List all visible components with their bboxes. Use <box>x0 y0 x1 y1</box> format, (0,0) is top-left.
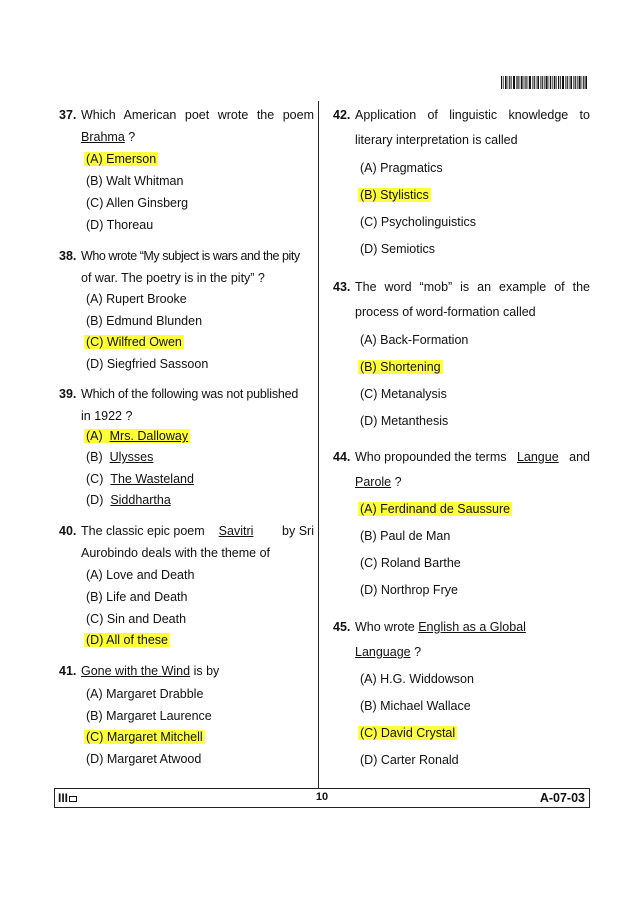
option-b[interactable]: (B) Margaret Laurence <box>86 709 212 723</box>
option-c[interactable]: (C) The Wasteland <box>86 472 194 486</box>
title-underlined: Brahma <box>81 130 125 144</box>
option-b[interactable]: (B) Paul de Man <box>360 529 451 543</box>
option-a[interactable]: (A) Margaret Drabble <box>86 687 204 701</box>
question-44 <box>333 446 590 597</box>
option-b[interactable]: (B) Ulysses <box>86 450 154 464</box>
option-d[interactable]: (D) Thoreau <box>86 218 154 232</box>
question-text-cont: literary interpretation is called <box>355 133 518 147</box>
option-b[interactable]: (B) Stylistics <box>360 188 429 202</box>
barcode <box>501 76 587 89</box>
option-d[interactable]: (D) All of these <box>86 633 168 647</box>
question-number: 42. <box>333 108 351 122</box>
question-text-cont: process of word-formation called <box>355 305 536 319</box>
question-43 <box>333 276 590 428</box>
question-39 <box>59 383 314 507</box>
question-text-cont: Brahma ? <box>81 130 136 144</box>
page-number: 10 <box>315 791 329 803</box>
option-b[interactable]: (B) Shortening <box>360 360 441 374</box>
page-footer <box>54 788 590 808</box>
question-38 <box>59 245 314 371</box>
option-d[interactable]: (D) Siegfried Sassoon <box>86 357 209 371</box>
option-b[interactable]: (B) Edmund Blunden <box>86 314 203 328</box>
question-number: 38. <box>59 249 77 263</box>
question-text: The classic epic poem Savitri by Sri <box>81 520 314 542</box>
option-a[interactable]: (A) H.G. Widdowson <box>360 672 474 686</box>
option-b[interactable]: (B) Michael Wallace <box>360 699 471 713</box>
term-underlined: Parole <box>355 475 392 489</box>
option-b[interactable]: (B) Walt Whitman <box>86 174 184 188</box>
option-c[interactable]: (C) Allen Ginsberg <box>86 196 189 210</box>
option-d[interactable]: (D) Northrop Frye <box>360 583 458 597</box>
question-number: 43. <box>333 280 351 294</box>
title-underlined: English as a Global <box>418 620 526 634</box>
term-underlined: Langue <box>516 450 559 464</box>
question-text-cont: Aurobindo deals with the theme of <box>81 546 271 560</box>
question-text: Application of linguistic knowledge to <box>355 108 590 122</box>
option-d[interactable]: (D) Margaret Atwood <box>86 752 202 766</box>
column-divider <box>318 101 319 788</box>
question-text: Who wrote English as a Global <box>355 620 526 634</box>
question-text: Who propounded the terms Langue and <box>355 446 590 468</box>
question-40 <box>59 520 314 647</box>
paper-code: A-07-03 <box>539 791 585 805</box>
option-c[interactable]: (C) Roland Barthe <box>360 556 461 570</box>
title-underlined: Gone with the Wind <box>81 664 191 678</box>
option-b[interactable]: (B) Life and Death <box>86 590 188 604</box>
option-c[interactable]: (C) Sin and Death <box>86 612 187 626</box>
question-45 <box>333 616 590 767</box>
option-d[interactable]: (D) Metanthesis <box>360 414 449 428</box>
title-underlined: Savitri <box>218 524 254 538</box>
question-number: 45. <box>333 620 351 634</box>
question-text: The word “mob” is an example of the <box>355 280 590 294</box>
option-c[interactable]: (C) Psycholinguistics <box>360 215 477 229</box>
title-underlined: Language <box>355 645 411 659</box>
option-a[interactable]: (A) Back-Formation <box>360 333 469 347</box>
option-a[interactable]: (A) Ferdinand de Saussure <box>360 502 511 516</box>
question-text-cont: Language ? <box>355 645 422 659</box>
option-c[interactable]: (C) David Crystal <box>360 726 456 740</box>
option-d[interactable]: (D) Siddhartha <box>86 493 171 507</box>
question-text: Who wrote “My subject is wars and the pity <box>81 249 300 263</box>
question-number: 37. <box>59 108 77 122</box>
question-text: Gone with the Wind is by <box>81 664 220 678</box>
question-text-cont: Parole ? <box>355 475 402 489</box>
option-a[interactable]: (A) Mrs. Dalloway <box>86 429 189 443</box>
option-d[interactable]: (D) Carter Ronald <box>360 753 459 767</box>
question-number: 40. <box>59 524 77 538</box>
paper-code-left: III <box>58 791 77 805</box>
question-number: 41. <box>59 664 77 678</box>
question-text: Which of the following was not published <box>81 387 299 401</box>
question-text-cont: in 1922 ? <box>81 409 133 423</box>
option-a[interactable]: (A) Emerson <box>86 152 157 166</box>
option-a[interactable]: (A) Rupert Brooke <box>86 292 187 306</box>
question-text: Which American poet wrote the poem <box>81 108 314 122</box>
question-41 <box>59 660 314 766</box>
option-c[interactable]: (C) Margaret Mitchell <box>86 730 203 744</box>
question-37 <box>59 104 314 232</box>
question-number: 44. <box>333 450 351 464</box>
option-d[interactable]: (D) Semiotics <box>360 242 436 256</box>
option-a[interactable]: (A) Love and Death <box>86 568 195 582</box>
option-a[interactable]: (A) Pragmatics <box>360 161 443 175</box>
question-text-cont: of war. The poetry is in the pity” ? <box>81 271 265 285</box>
question-number: 39. <box>59 387 77 401</box>
question-42 <box>333 104 590 256</box>
option-c[interactable]: (C) Wilfred Owen <box>86 335 182 349</box>
option-c[interactable]: (C) Metanalysis <box>360 387 447 401</box>
